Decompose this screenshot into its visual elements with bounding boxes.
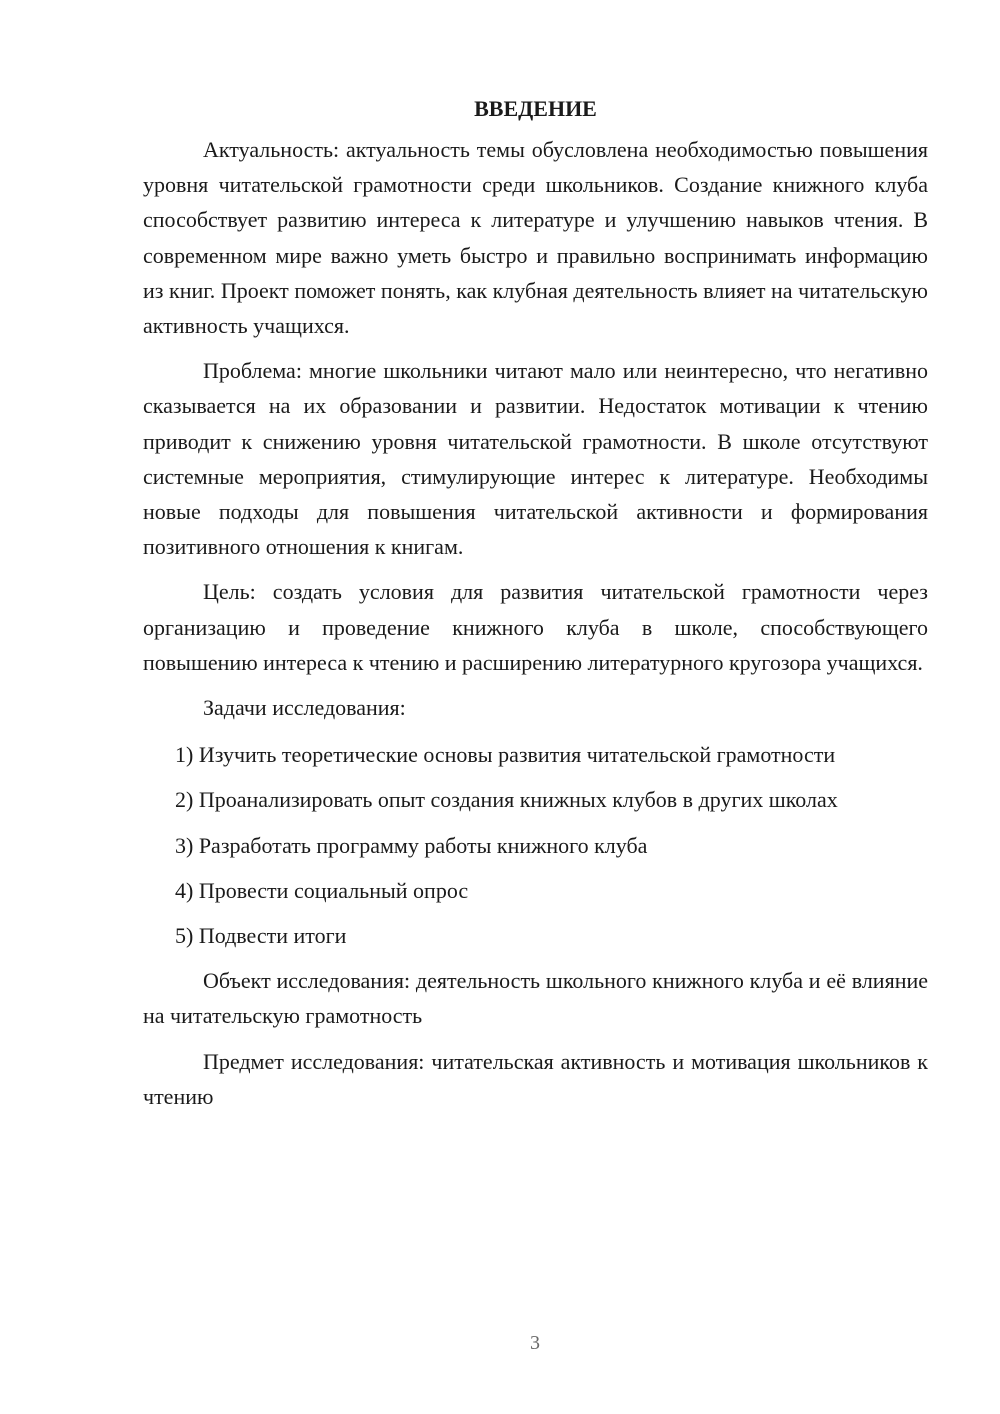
page-title: ВВЕДЕНИЕ [474, 96, 597, 121]
page-number: 3 [530, 1332, 540, 1354]
task-item-2: 2) Проанализировать опыт создания книжных клубов в других школах [175, 787, 838, 813]
subject-paragraph: Предмет исследования: читательская активность и мотивация школьников к чтению [143, 1048, 928, 1109]
task-item-1: 1) Изучить теоретические основы развития читательской грамотности [175, 742, 836, 768]
task-item-3: 3) Разработать программу работы книжного клуба [175, 832, 648, 858]
relevance-paragraph: Актуальность: актуальность темы обусловлена необходимостью повышения уровня читательской грамотности среди школьников. Создание книжного клуба способствует развитию интереса к литературе и улучшению навыков чтения. В современном мире важно уметь быстро и правильно воспринимать информацию из книг. Проект поможет понять, как клубная деятельность влияет на читательскую активность учащихся. [143, 137, 928, 339]
document-page [143, 92, 928, 1124]
problem-paragraph: Проблема: многие школьники читают мало или неинтересно, что негативно сказывается на их образовании и развитии. Недостаток мотивации к чтению приводит к снижению уровня читательской грамотности. В школе отсутствуют системные мероприятия, стимулирующие интерес к литературе. Необходимы новые подходы для повышения читательской активности и формирования позитивного отношения к книгам. [143, 358, 928, 560]
tasks-heading: Задачи исследования: [203, 695, 406, 721]
goal-paragraph: Цель: создать условия для развития читательской грамотности через организацию и проведение книжного клуба в школе, способствующего повышению интереса к чтению и расширению литературного кругозора учащихся. [143, 579, 928, 675]
object-paragraph: Объект исследования: деятельность школьного книжного клуба и её влияние на читательскую грамотность [143, 968, 928, 1029]
task-item-4: 4) Провести социальный опрос [175, 877, 469, 903]
task-item-5: 5) Подвести итоги [175, 923, 347, 949]
